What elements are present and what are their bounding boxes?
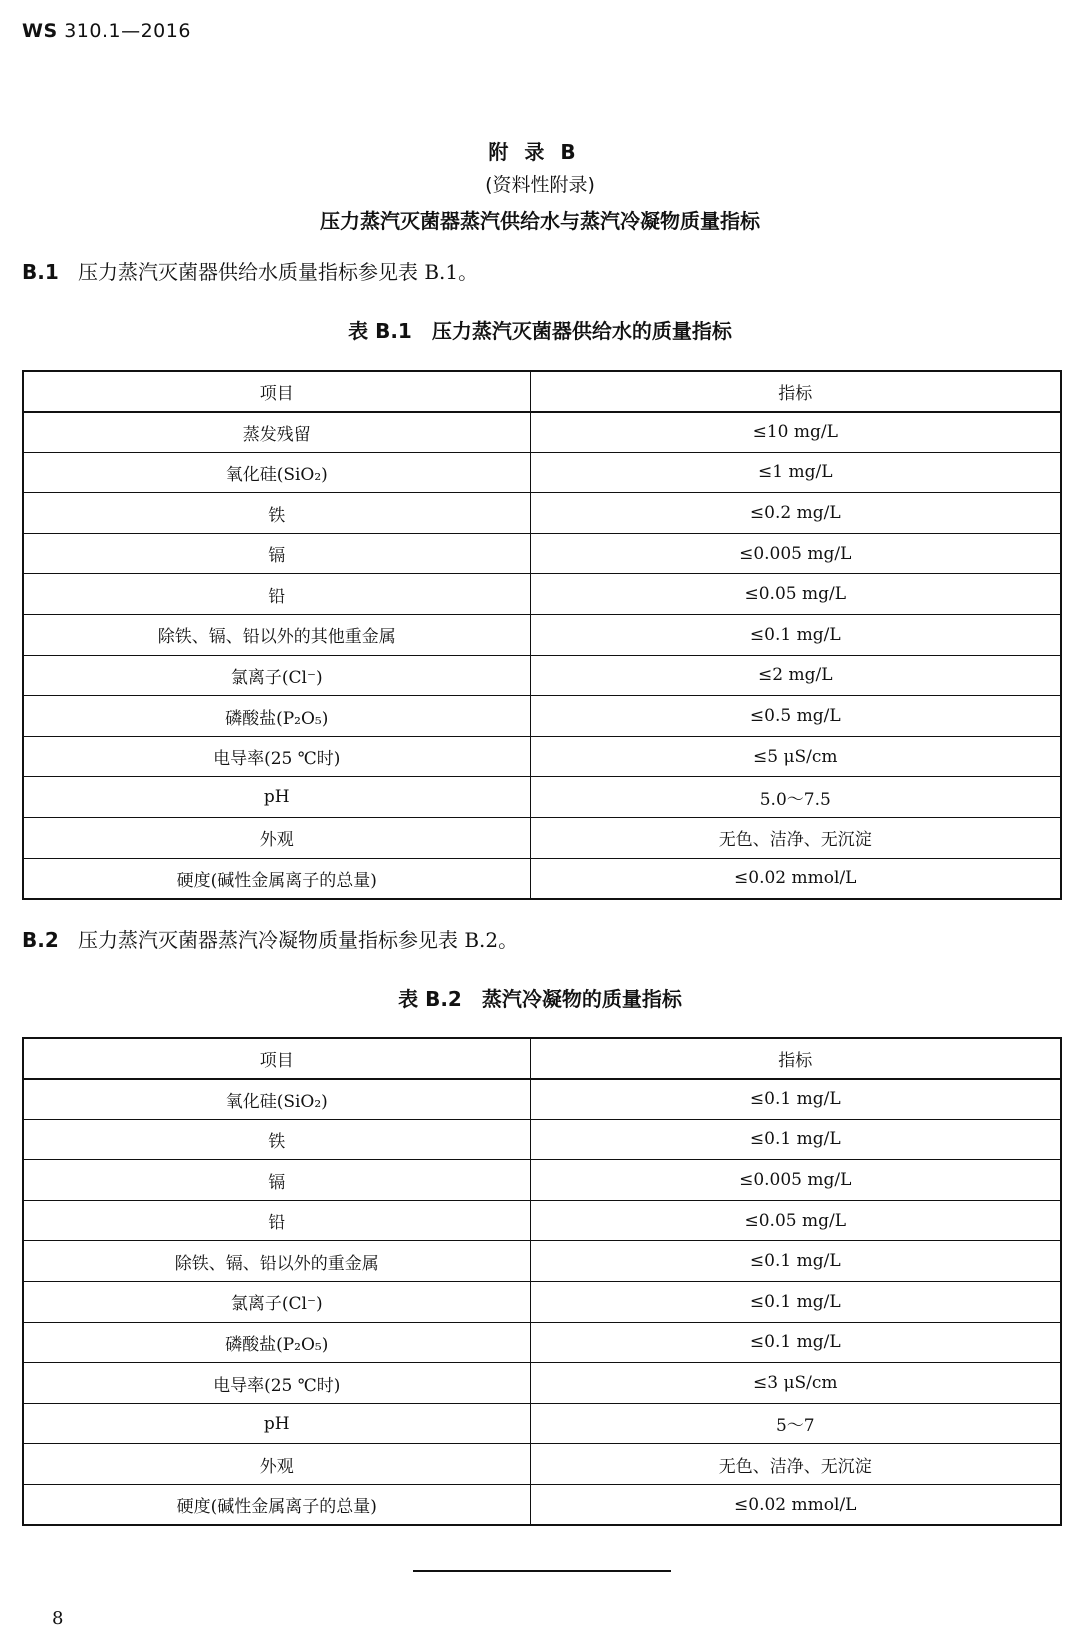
item-cell: 铅	[23, 1200, 530, 1241]
table-row	[23, 1282, 1061, 1323]
item-cell: 硬度(碱性金属离子的总量)	[23, 858, 530, 899]
limit-cell: 5.0～7.5	[530, 777, 1061, 818]
limit-cell: ≤0.1 mg/L	[530, 1079, 1061, 1120]
table-row	[23, 655, 1061, 696]
clause-number: B.1	[22, 260, 59, 284]
item-cell: 镉	[23, 1160, 530, 1201]
standard-prefix: WS	[22, 20, 58, 42]
table-row	[23, 1119, 1061, 1160]
clause-b1	[22, 256, 478, 285]
table-row	[23, 777, 1061, 818]
table-b1-caption: 表 B.1 压力蒸汽灭菌器供给水的质量指标	[348, 319, 732, 343]
item-cell: 电导率(25 ℃时)	[23, 736, 530, 777]
limit-cell: ≤0.05 mg/L	[530, 574, 1061, 615]
item-cell: 硬度(碱性金属离子的总量)	[23, 1485, 530, 1526]
limit-cell: ≤2 mg/L	[530, 655, 1061, 696]
item-cell: 蒸发残留	[23, 412, 530, 453]
table-row	[23, 452, 1061, 493]
table-row	[23, 696, 1061, 737]
limit-cell: ≤0.1 mg/L	[530, 1282, 1061, 1323]
table-row	[23, 1241, 1061, 1282]
table-row	[23, 1444, 1061, 1485]
table-b1-body	[23, 412, 1061, 899]
header-item: 项目	[23, 371, 530, 412]
table-row	[23, 1485, 1061, 1526]
item-cell: 磷酸盐(P₂O₅)	[23, 696, 530, 737]
table-row	[23, 858, 1061, 899]
table-row	[23, 1403, 1061, 1444]
table-row	[23, 736, 1061, 777]
limit-cell: ≤10 mg/L	[530, 412, 1061, 453]
end-rule	[413, 1570, 671, 1572]
table-row	[23, 818, 1061, 859]
item-cell: 除铁、镉、铅以外的其他重金属	[23, 615, 530, 656]
header-item: 项目	[23, 1038, 530, 1079]
limit-cell: ≤0.1 mg/L	[530, 1241, 1061, 1282]
item-cell: 氯离子(Cl⁻)	[23, 1282, 530, 1323]
item-cell: 氯离子(Cl⁻)	[23, 655, 530, 696]
header-limit: 指标	[530, 1038, 1061, 1079]
table-row	[23, 615, 1061, 656]
limit-cell: ≤0.1 mg/L	[530, 615, 1061, 656]
table-row	[23, 1079, 1061, 1120]
table-b2	[22, 1037, 1062, 1526]
limit-cell: ≤0.005 mg/L	[530, 1160, 1061, 1201]
limit-cell: ≤0.02 mmol/L	[530, 858, 1061, 899]
page-number: 8	[52, 1608, 64, 1629]
item-cell: 氧化硅(SiO₂)	[23, 452, 530, 493]
limit-cell: ≤5 μS/cm	[530, 736, 1061, 777]
appendix-title: 附录B	[488, 140, 592, 164]
item-cell: 电导率(25 ℃时)	[23, 1363, 530, 1404]
limit-cell: 无色、洁净、无沉淀	[530, 1444, 1061, 1485]
limit-cell: ≤3 μS/cm	[530, 1363, 1061, 1404]
limit-cell: ≤0.1 mg/L	[530, 1322, 1061, 1363]
appendix-heading: 压力蒸汽灭菌器蒸汽供给水与蒸汽冷凝物质量指标	[320, 209, 760, 233]
standard-code	[22, 20, 191, 42]
item-cell: 外观	[23, 818, 530, 859]
item-cell: 外观	[23, 1444, 530, 1485]
item-cell: 除铁、镉、铅以外的重金属	[23, 1241, 530, 1282]
limit-cell: 5～7	[530, 1403, 1061, 1444]
item-cell: 铁	[23, 1119, 530, 1160]
clause-b2	[22, 924, 518, 953]
item-cell: 磷酸盐(P₂O₅)	[23, 1322, 530, 1363]
table-b2-caption: 表 B.2 蒸汽冷凝物的质量指标	[398, 987, 682, 1011]
table-row	[23, 1200, 1061, 1241]
table-row	[23, 412, 1061, 453]
table-row	[23, 493, 1061, 534]
clause-text: 压力蒸汽灭菌器供给水质量指标参见表 B.1。	[78, 260, 479, 284]
table-header-row	[23, 1038, 1061, 1079]
item-cell: 氧化硅(SiO₂)	[23, 1079, 530, 1120]
limit-cell: ≤0.02 mmol/L	[530, 1485, 1061, 1526]
table-row	[23, 533, 1061, 574]
item-cell: pH	[23, 1403, 530, 1444]
table-b2-body	[23, 1079, 1061, 1526]
table-b1	[22, 370, 1062, 900]
limit-cell: ≤0.1 mg/L	[530, 1119, 1061, 1160]
item-cell: 铁	[23, 493, 530, 534]
limit-cell: ≤0.5 mg/L	[530, 696, 1061, 737]
table-row	[23, 1363, 1061, 1404]
header-limit: 指标	[530, 371, 1061, 412]
item-cell: pH	[23, 777, 530, 818]
limit-cell: ≤0.05 mg/L	[530, 1200, 1061, 1241]
clause-text: 压力蒸汽灭菌器蒸汽冷凝物质量指标参见表 B.2。	[78, 928, 519, 952]
table-header-row	[23, 371, 1061, 412]
limit-cell: ≤0.2 mg/L	[530, 493, 1061, 534]
limit-cell: 无色、洁净、无沉淀	[530, 818, 1061, 859]
clause-number: B.2	[22, 928, 59, 952]
item-cell: 镉	[23, 533, 530, 574]
table-row	[23, 574, 1061, 615]
limit-cell: ≤0.005 mg/L	[530, 533, 1061, 574]
limit-cell: ≤1 mg/L	[530, 452, 1061, 493]
table-row	[23, 1322, 1061, 1363]
standard-number: 310.1—2016	[64, 20, 191, 42]
item-cell: 铅	[23, 574, 530, 615]
table-row	[23, 1160, 1061, 1201]
appendix-type: (资料性附录)	[485, 174, 595, 196]
